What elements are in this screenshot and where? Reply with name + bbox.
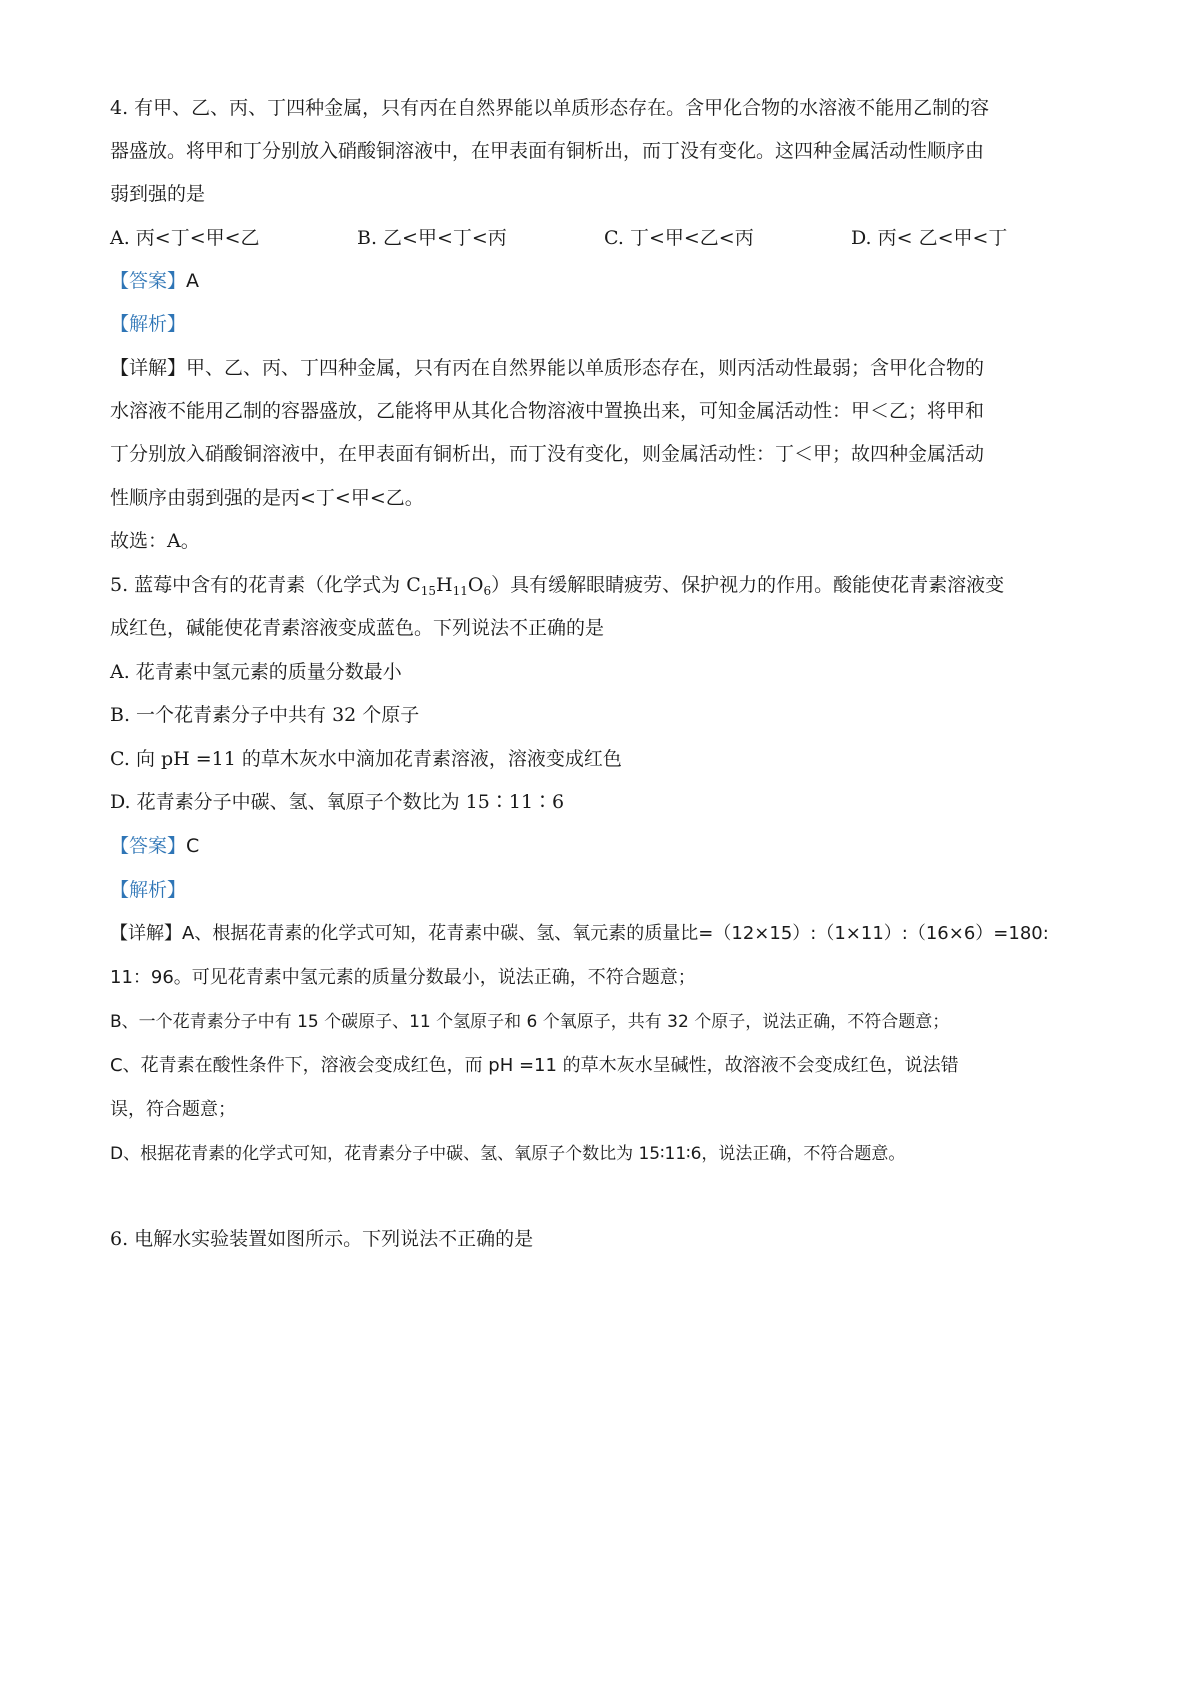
q4-detail-line-3: 丁分别放入硝酸铜溶液中，在甲表面有铜析出，而丁没有变化，则金属活动性：丁＜甲；故四种金属活动 [110,443,985,465]
q4-detail-text-1: 甲、乙、丙、丁四种金属，只有丙在自然界能以单质形态存在，则丙活动性最弱；含甲化合物的 [186,357,985,379]
detail-tag: 【详解】 [110,357,187,379]
formula-h-count: 11 [452,584,468,598]
q5-detail-line-4: C、花青素在酸性条件下，溶液会变成红色，而 pH =11 的草木灰水呈碱性，故溶液不会变成红色，说法错 [110,1055,959,1076]
q5-stem-line-2: 成红色，碱能使花青素溶液变成蓝色。下列说法不正确的是 [110,617,605,639]
formula-o-count: 6 [483,584,492,598]
q5-detail-line-1 [110,920,1049,948]
analysis-tag: 【解析】 [110,313,187,335]
q5-answer: C [186,835,200,857]
formula-c-count: 15 [420,584,437,598]
q5-answer-line [110,832,199,860]
q4-option-c: C. 丁<甲<乙<丙 [604,227,754,249]
q5-detail-text-1: A、根据花青素的化学式可知，花青素中碳、氢、氧元素的质量比=（12×15）:（1×11）:（16×6）=180: [182,923,1049,944]
q5-stem-post: ）具有缓解眼睛疲劳、保护视力的作用。酸能使花青素溶液变 [491,574,1005,596]
q4-answer: A [186,270,200,292]
formula-o: O [467,574,484,596]
q4-detail-line-2: 水溶液不能用乙制的容器盛放，乙能将甲从其化合物溶液中置换出来，可知金属活动性：甲＜乙；将甲和 [110,400,985,422]
q4-stem-line-1: 4. 有甲、乙、丙、丁四种金属，只有丙在自然界能以单质形态存在。含甲化合物的水溶液不能用乙制的容 [110,97,990,119]
q5-option-d: D. 花青素分子中碳、氢、氧原子个数比为 15∶11∶6 [110,791,565,813]
q5-detail-line-6: D、根据花青素的化学式可知，花青素分子中碳、氢、氧原子个数比为 15∶11∶6，说法正确，不符合题意。 [110,1144,906,1164]
detail-tag: 【详解】 [110,923,182,944]
q5-detail-line-5: 误，符合题意； [110,1099,236,1120]
answer-tag: 【答案】 [110,270,187,292]
q6-stem: 6. 电解水实验装置如图所示。下列说法不正确的是 [110,1228,534,1250]
q4-option-d: D. 丙< 乙<甲<丁 [851,227,1008,249]
q4-stem-line-3: 弱到强的是 [110,183,206,205]
q5-option-a: A. 花青素中氢元素的质量分数最小 [110,661,402,683]
q4-detail-line-1 [110,354,984,382]
q4-stem-line-2: 器盛放。将甲和丁分别放入硝酸铜溶液中，在甲表面有铜析出，而丁没有变化。这四种金属活动性顺序由 [110,140,985,162]
answer-tag: 【答案】 [110,835,187,857]
formula-c: C [406,574,421,596]
analysis-tag: 【解析】 [110,879,187,901]
q5-option-c: C. 向 pH =11 的草木灰水中滴加花青素溶液，溶液变成红色 [110,748,622,770]
q5-detail-line-3: B、一个花青素分子中有 15 个碳原子、11 个氢原子和 6 个氧原子，共有 32 个原子，说法正确，不符合题意； [110,1012,950,1032]
q4-conclusion: 故选：A。 [110,530,200,552]
q4-option-b: B. 乙<甲<丁<丙 [357,227,507,249]
q5-detail-line-2: 11：96。可见花青素中氢元素的质量分数最小，说法正确，不符合题意； [110,967,696,988]
q4-detail-line-4: 性顺序由弱到强的是丙<丁<甲<乙。 [110,487,424,509]
q4-option-a: A. 丙<丁<甲<乙 [110,227,260,249]
chemical-formula [406,574,491,596]
q5-stem-line-1 [110,571,1004,599]
q5-option-b: B. 一个花青素分子中共有 32 个原子 [110,704,420,726]
q4-answer-line [110,267,199,295]
q5-stem-pre: 5. 蓝莓中含有的花青素（化学式为 [110,574,407,596]
formula-h: H [436,574,453,596]
